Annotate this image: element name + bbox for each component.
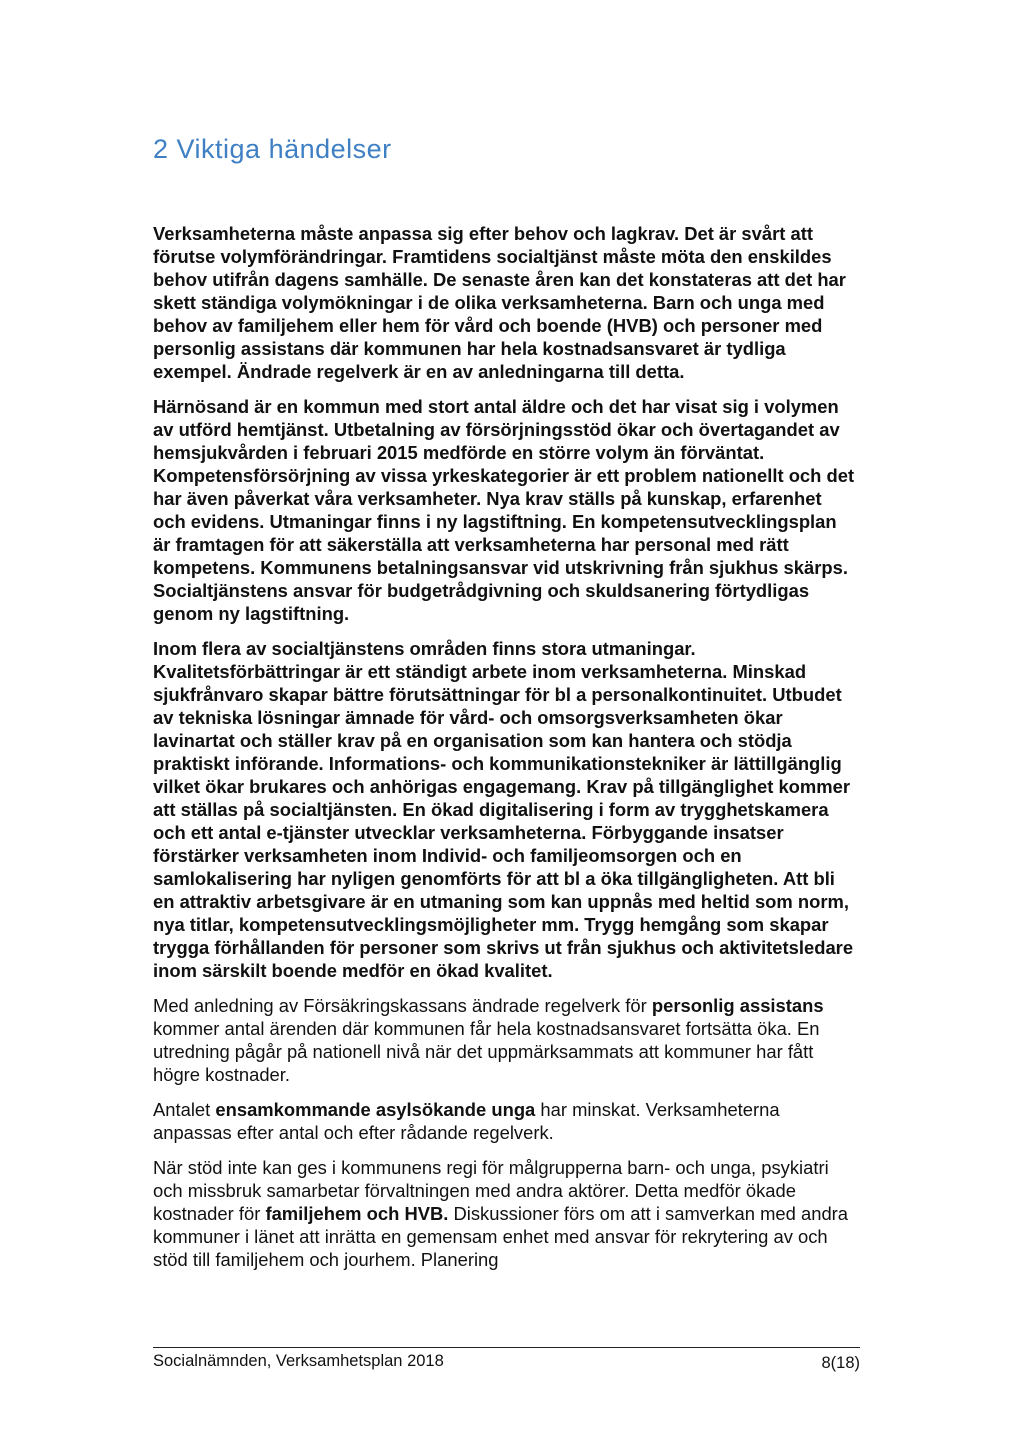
paragraph-text: Antalet xyxy=(153,1099,216,1120)
paragraph-text: Diskussioner förs om att i samverkan med andra kommuner i länet att inrätta en gemensam enhet med ansvar för rekrytering av och stöd till familjehem och jourhem. Planering xyxy=(153,1203,849,1270)
footer-page-number: 8(18) xyxy=(821,1354,860,1372)
keyword-emphasis: ensamkommande asylsökande unga xyxy=(215,1099,536,1120)
paragraph-volume-changes: Verksamheterna måste anpassa sig efter behov och lagkrav. Det är svårt att förutse volymförändringar. Framtidens socialtjänst måste möta den enskildes behov utifrån dagens samhälle. De senaste åren kan det konstateras att det har skett ständiga volymökningar i de olika verksamheterna. Barn och unga med behov av familjehem eller hem för vård och boende (HVB) och personer med personlig assistans där kommunen har hela kostnadsansvaret är tydliga exempel. Ändrade regelverk är en av anledningarna till detta. xyxy=(153,223,846,382)
paragraph-personal-assistance xyxy=(153,994,858,1086)
paragraph-text: När stöd inte kan ges i kommunens regi för målgrupperna barn- och unga, psykiatri och missbruk samarbetar förvaltningen med andra aktörer. Detta medför ökade kostnader för xyxy=(153,1157,829,1224)
footer-divider xyxy=(153,1347,860,1348)
paragraph-text: har minskat. Verksamheterna anpassas efter antal och efter rådande regelverk. xyxy=(153,1099,780,1143)
paragraph-harnosand-elderly: Härnösand är en kommun med stort antal äldre och det har visat sig i volymen av utförd hemtjänst. Utbetalning av försörjningsstöd ökar och övertagandet av hemsjukvården i februari 2015 medförde en större volym än förväntat. Kompetensförsörjning av vissa yrkeskategorier är ett problem nationellt och det har även påverkat våra verksamheter. Nya krav ställs på kunskap, erfarenhet och evidens. Utmaningar finns i ny lagstiftning. En kompetensutvecklingsplan är framtagen för att säkerställa att verksamheterna har personal med rätt kompetens. Kommunens betalningsansvar vid utskrivning från sjukhus skärps. Socialtjänstens ansvar för budgetrådgivning och skuldsanering förtydligas genom ny lagstiftning. xyxy=(153,396,855,624)
paragraph-foster-homes xyxy=(153,1156,858,1271)
keyword-emphasis: personlig assistans xyxy=(651,995,824,1016)
paragraph-text: kommer antal ärenden där kommunen får hela kostnadsansvaret fortsätta öka. En utredning pågår på nationell nivå när det uppmärksammats att kommuner har fått högre kostnader. xyxy=(153,1018,820,1085)
paragraph-unaccompanied-minors xyxy=(153,1098,858,1144)
footer-document-title: Socialnämnden, Verksamhetsplan 2018 xyxy=(153,1352,444,1370)
section-heading: 2 Viktiga händelser xyxy=(153,134,392,164)
keyword-emphasis: familjehem och HVB. xyxy=(265,1203,449,1224)
paragraph-text: Med anledning av Försäkringskassans ändrade regelverk för xyxy=(153,995,652,1016)
body-text xyxy=(153,222,858,1283)
paragraph-challenges: Inom flera av socialtjänstens områden finns stora utmaningar. Kvalitetsförbättringar är ett ständigt arbete inom verksamheterna. Minskad sjukfrånvaro skapar bättre förutsättningar för bl a personalkontinuitet. Utbudet av tekniska lösningar ämnade för vård- och omsorgsverksamheten ökar lavinartat och ställer krav på en organisation som kan hantera och stödja praktiskt införande. Informations- och kommunikationstekniker är lättillgänglig vilket ökar brukares och anhörigas engagemang. Krav på tillgänglighet kommer att ställas på socialtjänsten. En ökad digitalisering i form av trygghetskamera och ett antal e-tjänster utvecklar verksamheterna. Förbyggande insatser förstärker verksamheten inom Individ- och familjeomsorgen och en samlokalisering har nyligen genomförts för att bl a öka tillgängligheten. Att bli en attraktiv arbetsgivare är en utmaning som kan uppnås med heltid som norm, nya titlar, kompetensutvecklingsmöjligheter mm. Trygg hemgång som skapar trygga förhållanden för personer som skrivs ut från sjukhus och aktivitetsledare inom särskilt boende medför en ökad kvalitet. xyxy=(153,638,854,981)
